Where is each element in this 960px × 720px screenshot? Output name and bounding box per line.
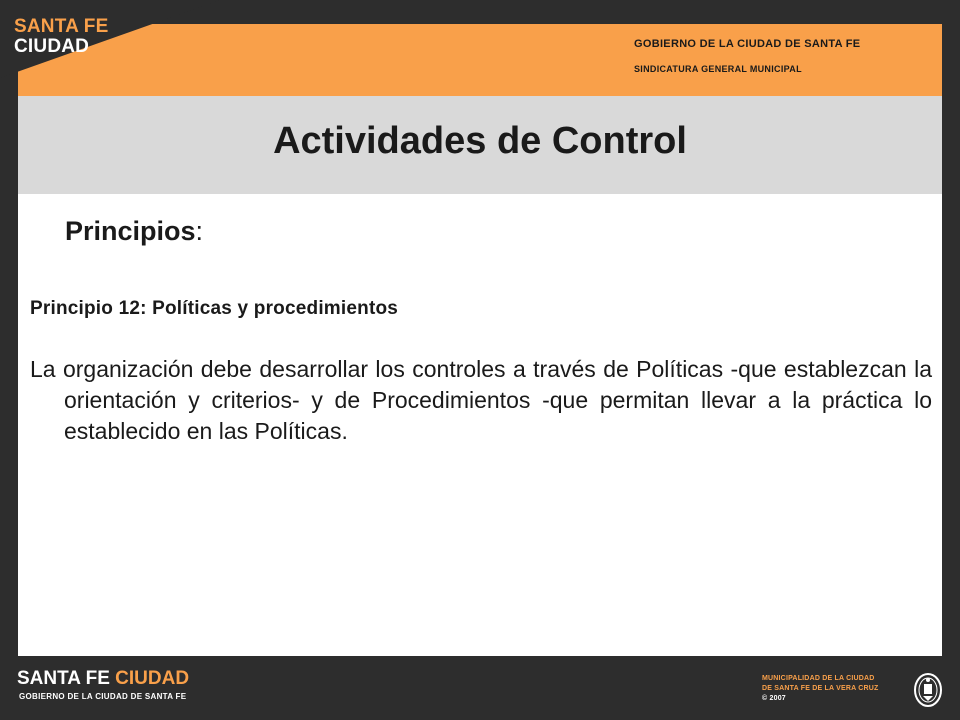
logo-line-2: CIUDAD bbox=[14, 36, 90, 57]
footer-logo-ciudad: CIUDAD bbox=[115, 668, 190, 689]
principle-title: Principio 12: Políticas y procedimientos bbox=[30, 298, 399, 319]
principle-body: La organización debe desarrollar los controles a través de Políticas -que establezcan la orientación y criterios- y de Procedimientos -que permitan llevar a la práctica lo establecido en las Políticas. bbox=[30, 356, 932, 444]
logo-line-1: SANTA FE bbox=[14, 16, 109, 37]
department-title: SINDICATURA GENERAL MUNICIPAL bbox=[634, 64, 802, 74]
principles-heading bbox=[65, 216, 203, 247]
footer-logo bbox=[17, 668, 189, 690]
principles-heading-text: Principios bbox=[65, 216, 196, 246]
principles-heading-colon: : bbox=[195, 216, 204, 246]
copyright: © 2007 bbox=[762, 695, 786, 702]
santa-fe-ciudad-logo bbox=[14, 17, 109, 57]
government-title: GOBIERNO DE LA CIUDAD DE SANTA FE bbox=[634, 38, 861, 50]
municipality-line-1: MUNICIPALIDAD DE LA CIUDAD bbox=[762, 675, 875, 682]
municipality-credit bbox=[762, 674, 879, 704]
city-seal-icon bbox=[913, 672, 943, 708]
municipality-line-2: DE SANTA FE DE LA VERA CRUZ bbox=[762, 685, 879, 692]
footer-logo-santa-fe: SANTA FE bbox=[17, 668, 116, 689]
slide-title: Actividades de Control bbox=[273, 120, 687, 162]
footer-government: GOBIERNO DE LA CIUDAD DE SANTA FE bbox=[19, 692, 187, 701]
